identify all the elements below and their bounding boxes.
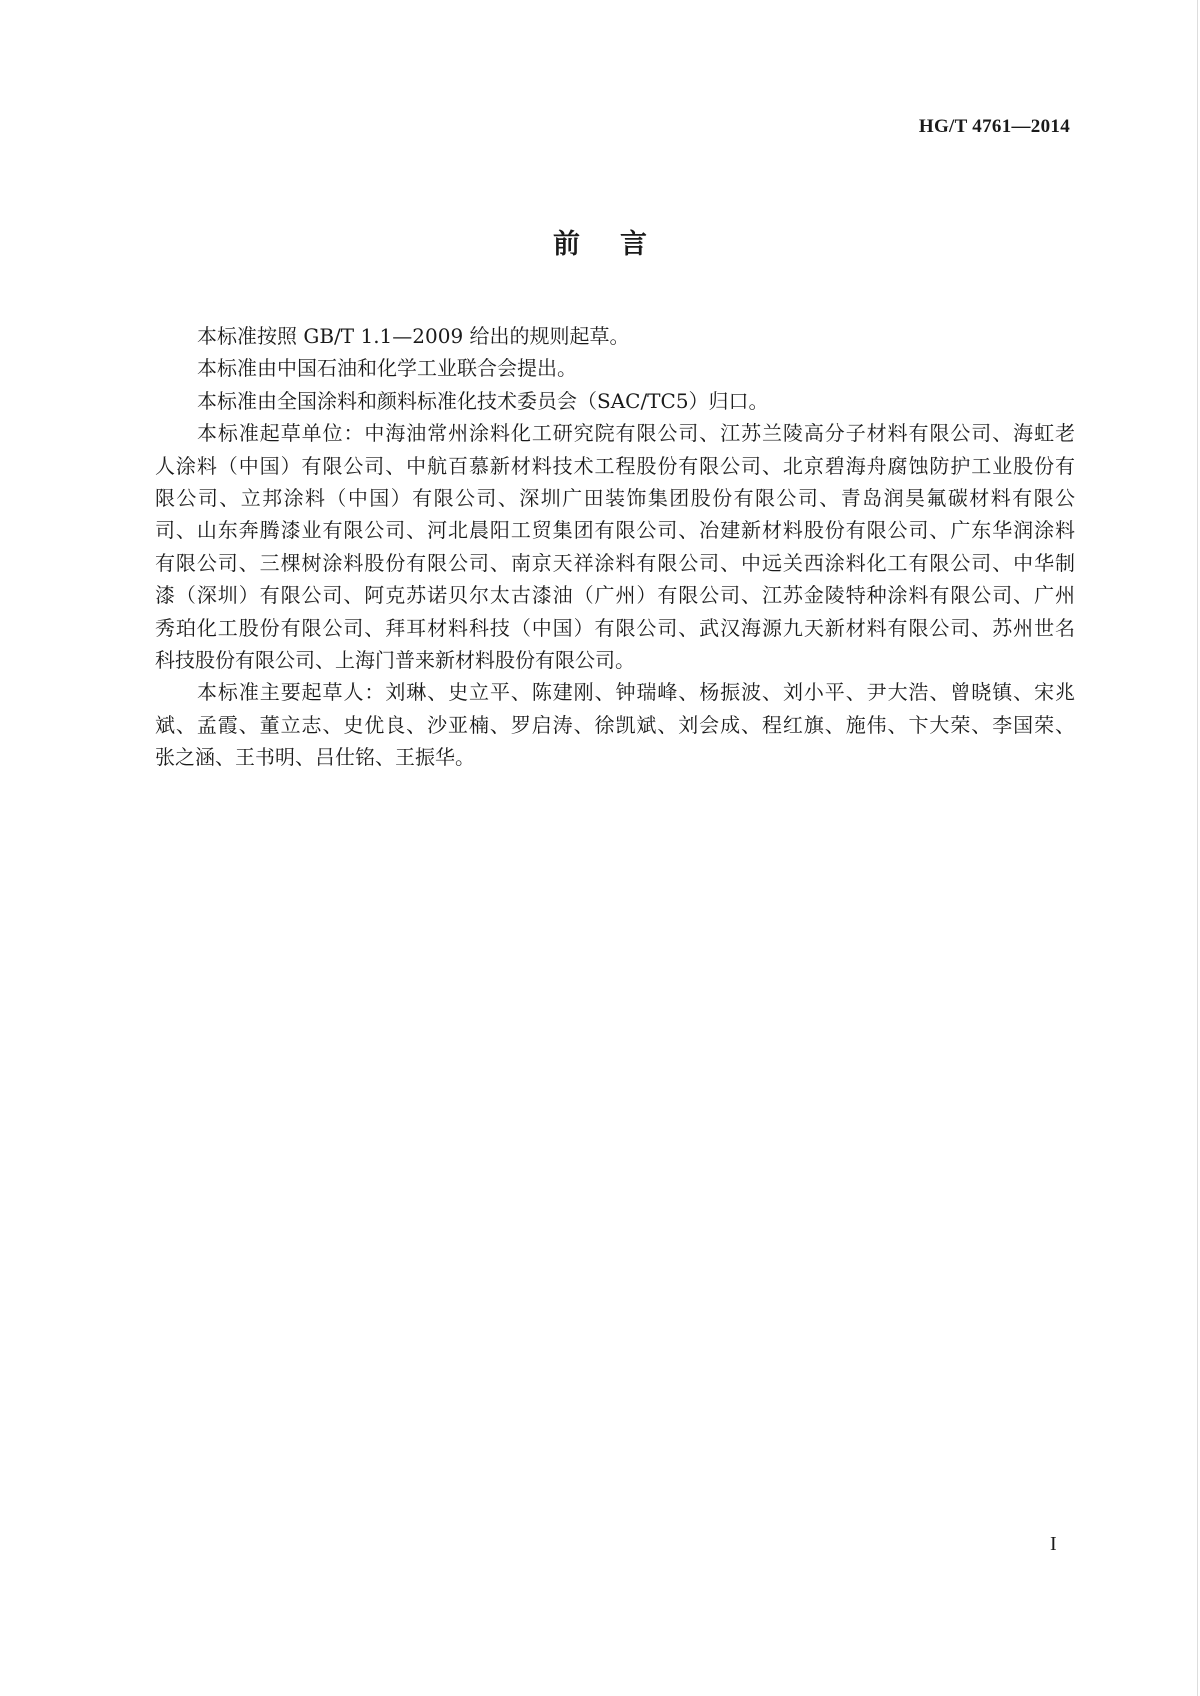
paragraph-line: 限公司、立邦涂料（中国）有限公司、深圳广田装饰集团股份有限公司、青岛润昊氟碳材料有限公 <box>155 486 1075 511</box>
page-title: 前言 <box>553 229 687 260</box>
paragraph-line: 本标准按照 GB/T 1.1—2009 给出的规则起草。 <box>197 324 630 348</box>
paragraph-drafting-rules <box>155 320 1075 352</box>
paragraph-line: 本标准由中国石油和化学工业联合会提出。 <box>197 356 577 381</box>
paragraph-line: 本标准由全国涂料和颜料标准化技术委员会（SAC/TC5）归口。 <box>197 388 769 413</box>
paragraph-drafters <box>155 676 1075 773</box>
paragraph-line: 秀珀化工股份有限公司、拜耳材料科技（中国）有限公司、武汉海源九天新材料有限公司、苏州世名 <box>155 615 1075 640</box>
paragraph-line: 司、山东奔腾漆业有限公司、河北晨阳工贸集团有限公司、冶建新材料股份有限公司、广东华润涂料 <box>155 518 1075 543</box>
paragraph-proposer <box>155 352 1075 384</box>
paragraph-line: 张之涵、王书明、吕仕铭、王振华。 <box>155 745 475 770</box>
standard-number: HG/T 4761—2014 <box>918 116 1070 137</box>
paragraph-line: 人涂料（中国）有限公司、中航百慕新材料技术工程股份有限公司、北京碧海舟腐蚀防护工业股份有 <box>155 453 1075 478</box>
paragraph-drafting-units <box>155 417 1075 676</box>
paragraph-committee <box>155 385 1075 417</box>
paragraph-line: 本标准起草单位：中海油常州涂料化工研究院有限公司、江苏兰陵高分子材料有限公司、海虹老 <box>197 421 1075 446</box>
document-body <box>155 320 1075 774</box>
paragraph-line: 斌、孟霞、董立志、史优良、沙亚楠、罗启涛、徐凯斌、刘会成、程红旗、施伟、卞大荣、李国荣、 <box>155 712 1075 737</box>
page-number: I <box>1050 1533 1057 1555</box>
paragraph-line: 漆（深圳）有限公司、阿克苏诺贝尔太古漆油（广州）有限公司、江苏金陵特种涂料有限公司、广州 <box>155 583 1075 608</box>
paragraph-line: 有限公司、三棵树涂料股份有限公司、南京天祥涂料有限公司、中远关西涂料化工有限公司、中华制 <box>155 550 1075 575</box>
paragraph-line: 科技股份有限公司、上海门普来新材料股份有限公司。 <box>155 648 635 673</box>
paragraph-line: 本标准主要起草人：刘琳、史立平、陈建刚、钟瑞峰、杨振波、刘小平、尹大浩、曾晓镇、宋兆 <box>197 680 1075 705</box>
